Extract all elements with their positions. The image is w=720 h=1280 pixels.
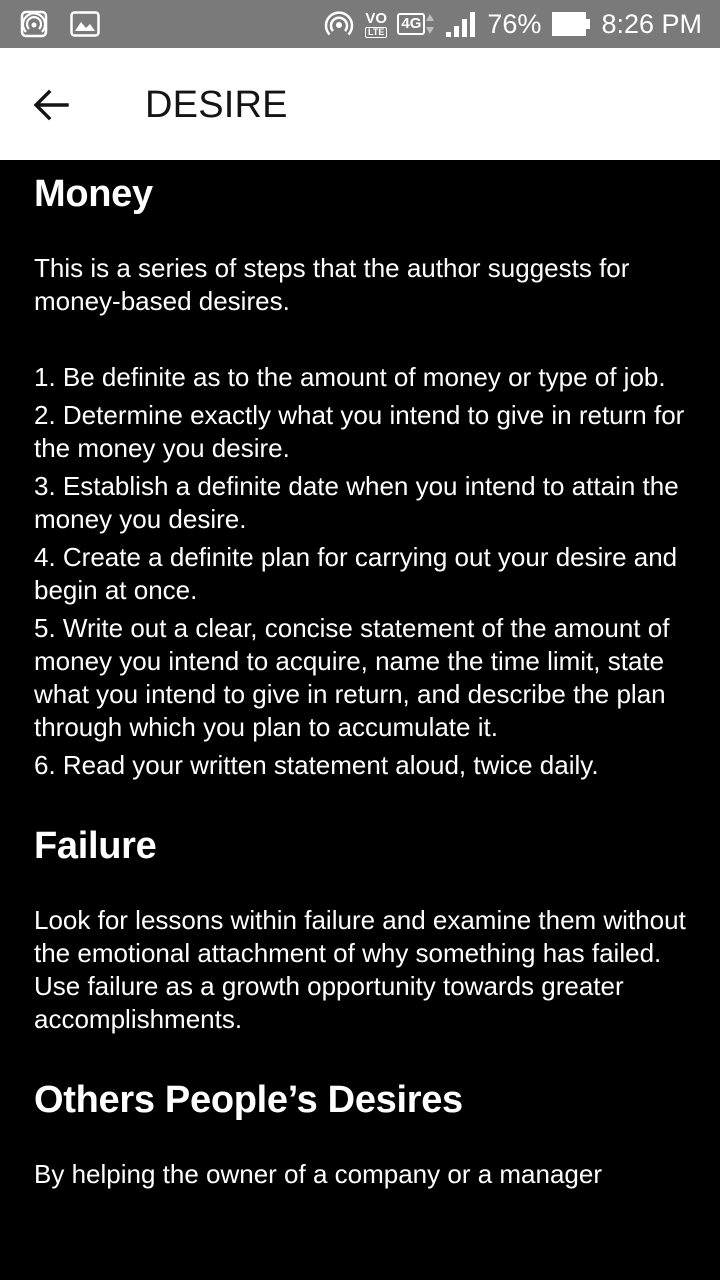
- section-title-money: Money: [34, 173, 153, 215]
- network-type-badge: 4G: [397, 11, 435, 37]
- failure-body: Look for lessons within failure and examine them without the emotional attachment of why something has failed. Use failure as a growth opportunity towards greater accomplishments.: [34, 905, 686, 1034]
- arrow-left-icon: [33, 89, 69, 121]
- section-title-others-desires: Others People’s Desires: [34, 1079, 463, 1121]
- list-item: 5. Write out a clear, concise statement of the amount of money you intend to acquire, name the time limit, state what you intend to give in return, and describe the plan through which you plan to accumulate it.: [34, 613, 670, 742]
- article-content[interactable]: [0, 160, 720, 1280]
- list-item: 1. Be definite as to the amount of money or type of job.: [34, 362, 666, 392]
- volte-indicator: VO LTE: [365, 9, 388, 37]
- status-bar-right: [313, 0, 702, 48]
- app-bar: [0, 48, 720, 160]
- battery-icon: [551, 11, 591, 37]
- others-desires-body: By helping the owner of a company or a manager: [34, 1159, 603, 1189]
- money-intro: This is a series of steps that the author suggests for money-based desires.: [34, 253, 630, 316]
- hotspot-icon: [20, 10, 48, 38]
- section-title-failure: Failure: [34, 825, 157, 867]
- status-bar-left: [20, 10, 100, 38]
- image-icon: [70, 11, 100, 37]
- signal-icon: [445, 10, 477, 38]
- list-item: 6. Read your written statement aloud, twice daily.: [34, 750, 599, 780]
- battery-percent: 76%: [487, 9, 542, 39]
- data-activity-icon: [425, 11, 435, 37]
- money-steps-list: [34, 361, 686, 782]
- status-bar: [0, 0, 720, 48]
- list-item: 3. Establish a definite date when you intend to attain the money you desire.: [34, 471, 679, 534]
- list-item: 2. Determine exactly what you intend to give in return for the money you desire.: [34, 400, 685, 463]
- back-button[interactable]: [22, 76, 80, 134]
- page-title: DESIRE: [145, 84, 288, 126]
- clock: 8:26 PM: [601, 9, 702, 39]
- list-item: 4. Create a definite plan for carrying out your desire and begin at once.: [34, 542, 678, 605]
- wifi-calling-icon: [323, 8, 355, 40]
